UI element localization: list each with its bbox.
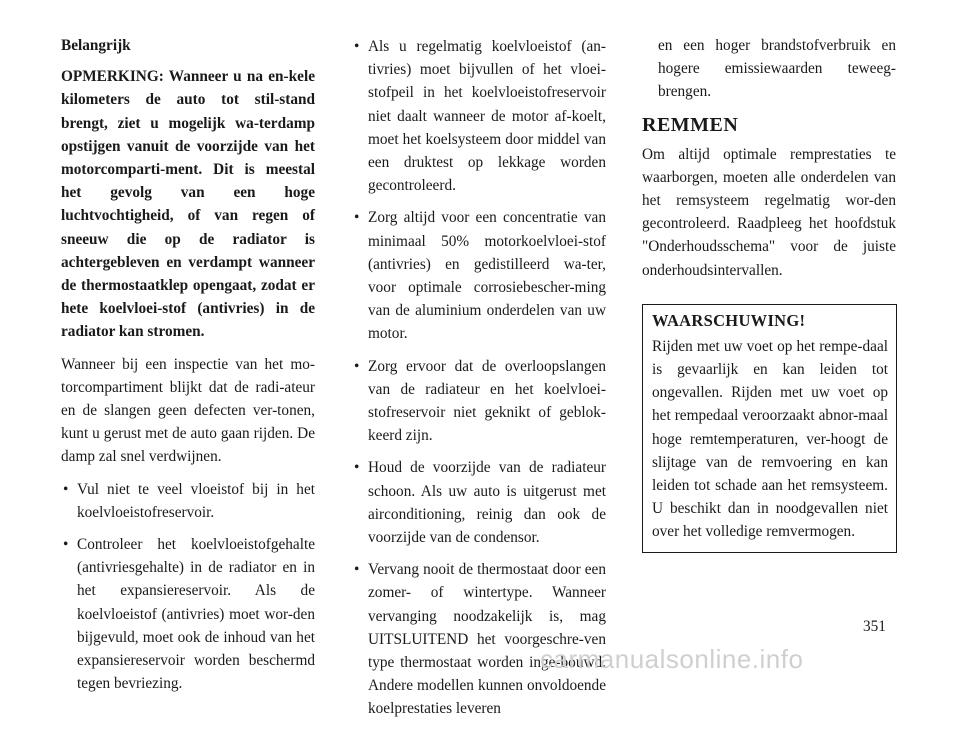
inspection-paragraph: Wanneer bij een inspectie van het mo-torcompartiment blijkt dat de radi-ateur en de slangen geen defecten ver-tonen, kunt u gerust met de auto gaan rijden. De damp zal snel verdwijnen. xyxy=(61,355,315,466)
note-paragraph: OPMERKING: Wanneer u na en-kele kilometers de auto tot stil-stand brengt, ziet u mogelijk wa-terdamp opstijgen vanuit de voorzijde van het motorcomparti-ment. Dit is meestal het gevolg van een hoge luchtvochtigheid, of van regen of sneeuw die op de radiator is achtergebleven en verdampt wanneer de thermostaatklep opengaat, zodat er hete koelvloei-stof (antivries) in de radiator kan stromen. xyxy=(61,68,315,341)
list-item: • Vervang nooit de thermostaat door een zomer- of wintertype. Wanneer vervanging noodzakelijk is, mag UITSLUITEND het voorgeschre-ven type thermostaat worden inge-bouwd. Andere modellen kunnen onvoldoende koelprestaties leveren xyxy=(352,558,606,720)
list-item: • Houd de voorzijde van de radiateur schoon. Als uw auto is uitgerust met airconditioning, reinig dan ook de voorzijde van de condensor. xyxy=(352,456,606,549)
warning-box xyxy=(642,304,897,553)
list-item: • Zorg altijd voor een concentratie van minimaal 50% motorkoelvloei-stof (antivries) en gedistilleerd wa-ter, voor optimale corrosiebescher-ming van de aluminium onderdelen van uw motor. xyxy=(352,206,606,345)
watermark: carmanualsonline.info xyxy=(540,644,804,674)
list-item: • Als u regelmatig koelvloeistof (an-tivries) moet bijvullen of het vloei-stofpeil in het koelvloeistofreservoir niet daalt wanneer de motor af-koelt, moet het koelsysteem door middel van een druktest op lekkage worden gecontroleerd. xyxy=(352,35,606,197)
warning-text: Rijden met uw voet op het rempe-daal is gevaarlijk en kan leiden tot ongevallen. Rijden met uw voet op het rempedaal veroorzaakt abnor-maal hoge remtemperaturen, ver-hoogt de slijtage van de remvoering en kan leiden tot schade aan het remsysteem. U beschikt dan in noodgevallen niet over het volledige remvermogen. xyxy=(652,337,888,541)
list-item: • Zorg ervoor dat de overloopslangen van de radiateur en het koelvloei-stofreservoir niet geknikt of geblok-keerd zijn. xyxy=(352,355,606,448)
column-middle xyxy=(352,35,606,730)
brakes-paragraph: Om altijd optimale remprestaties te waarborgen, moeten alle onderdelen van het remsysteem regelmatig wor-den gecontroleerd. Raadpleeg het hoofdstuk "Onderhoudsschema" voor de juiste onderhoudsintervallen. xyxy=(642,145,896,279)
page-number: 351 xyxy=(863,618,886,635)
continued-bullet-text: en een hoger brandstofverbruik en hogere emissiewaarden teweeg-brengen. xyxy=(658,37,896,101)
warning-title: WAARSCHUWING! xyxy=(652,310,806,330)
column-right xyxy=(642,34,896,553)
heading-belangrijk: Belangrijk xyxy=(61,37,131,54)
section-title: REMMEN xyxy=(642,113,739,136)
bullet-list-left xyxy=(61,478,315,696)
column-left xyxy=(61,34,315,704)
bullet-list-middle xyxy=(352,35,606,721)
list-item: • Controleer het koelvloeistofgehalte (antivriesgehalte) in de radiator en in het expansiereservoir. Als de koelvloeistof (antivries) moet wor-den bijgevuld, moet ook de inhoud van het expansiereservoir worden beschermd tegen bevriezing. xyxy=(61,533,315,695)
list-item: • Vul niet te veel vloeistof bij in het koelvloeistofreservoir. xyxy=(61,478,315,524)
